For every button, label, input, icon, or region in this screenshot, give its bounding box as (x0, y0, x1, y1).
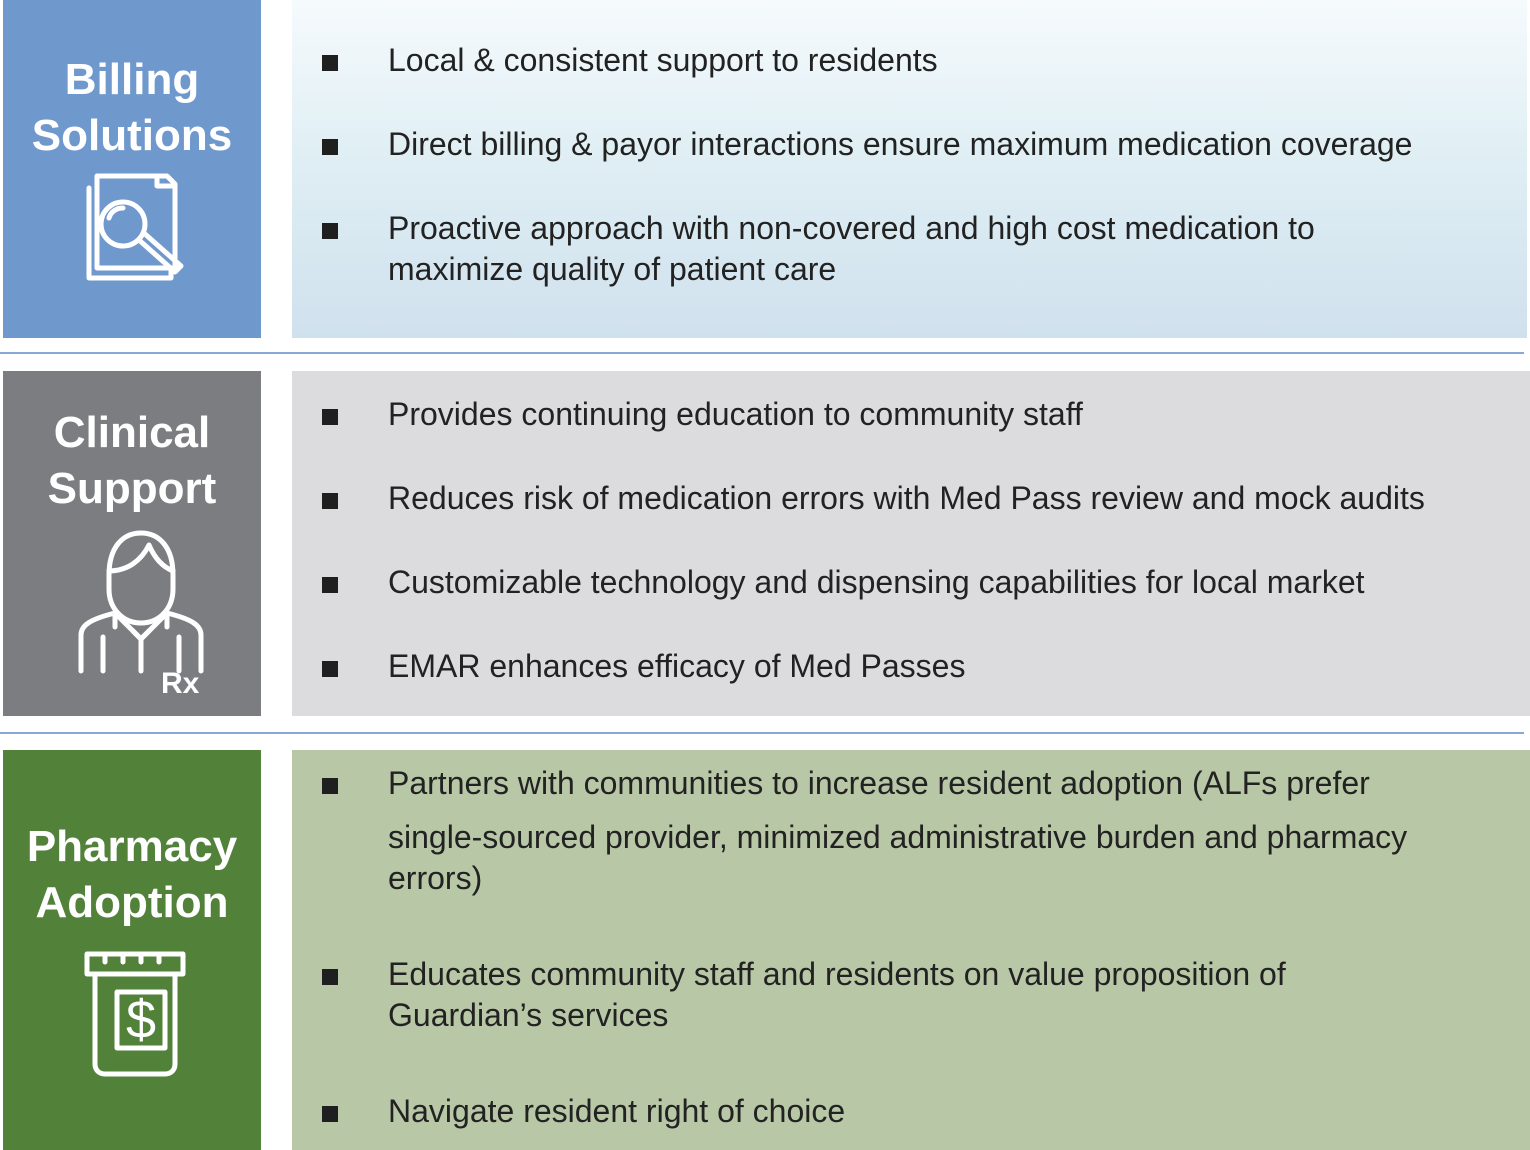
bullet-square-icon (322, 409, 338, 425)
bullet-line: Proactive approach with non-covered and high cost medication to (388, 210, 1315, 246)
bullet-square-icon (322, 661, 338, 677)
clinical-support-title (3, 405, 261, 517)
bullet-line: Partners with communities to increase resident adoption (ALFs prefer (388, 765, 1370, 801)
bullet-line: single-sourced provider, minimized administrative burden and pharmacy (388, 819, 1408, 855)
pharmacist-icon (75, 527, 205, 699)
bullet-square-icon (322, 139, 338, 155)
document-search-icon (75, 168, 191, 286)
bullet-text (388, 124, 1507, 165)
billing-solutions-title (3, 52, 261, 164)
bullet-square-icon (322, 493, 338, 509)
bullet-text (388, 646, 1510, 687)
bullet-square-icon (322, 55, 338, 71)
bullet-line: Reduces risk of medication errors with Med Pass review and mock audits (388, 480, 1425, 516)
bullet-text (388, 208, 1507, 290)
bullet-line: Provides continuing education to community staff (388, 396, 1083, 432)
section-title-line: Support (47, 464, 217, 513)
pharmacy-adoption-label-box (3, 750, 261, 1150)
section-title-line: Solutions (31, 111, 233, 160)
billing-solutions-label-box (3, 0, 261, 338)
bullet-line: Direct billing & payor interactions ensure maximum medication coverage (388, 126, 1413, 162)
billing-solutions-content (292, 0, 1527, 338)
bullet-text (388, 1091, 1510, 1132)
pharmacy-adoption-content (292, 750, 1530, 1150)
bullet-square-icon (322, 1106, 338, 1122)
section-billing-solutions (0, 0, 1530, 338)
bullet-text (388, 478, 1510, 519)
bullet-text (388, 954, 1510, 1036)
bullet-square-icon (322, 577, 338, 593)
section-clinical-support (0, 371, 1530, 716)
bullet-line: Educates community staff and residents on value proposition of (388, 956, 1286, 992)
clinical-support-content (292, 371, 1530, 716)
section-title-line: Adoption (35, 878, 229, 927)
bullet-line: Guardian’s services (388, 997, 669, 1033)
bullet-line: Navigate resident right of choice (388, 1093, 846, 1129)
bullet-text (388, 394, 1510, 435)
bullet-text (388, 40, 1507, 81)
section-title-line: Clinical (53, 408, 211, 457)
section-pharmacy-adoption (0, 750, 1530, 1150)
bullet-line: Customizable technology and dispensing capabilities for local market (388, 564, 1365, 600)
bullet-text (388, 763, 1510, 899)
section-divider (0, 352, 1524, 354)
bullet-line: errors) (388, 860, 483, 896)
bullet-line: Local & consistent support to residents (388, 42, 938, 78)
bullet-line: maximize quality of patient care (388, 251, 837, 287)
pill-bottle-dollar-icon (79, 948, 191, 1080)
dollar-symbol: $ (125, 990, 157, 1050)
section-divider (0, 732, 1524, 734)
bullet-text (388, 562, 1510, 603)
section-title-line: Pharmacy (26, 822, 238, 871)
bullet-square-icon (322, 778, 338, 794)
clinical-support-label-box (3, 371, 261, 716)
section-title-line: Billing (64, 55, 200, 104)
bullet-square-icon (322, 969, 338, 985)
bullet-line: EMAR enhances efficacy of Med Passes (388, 648, 966, 684)
rx-symbol: Rx (161, 667, 200, 699)
bullet-square-icon (322, 223, 338, 239)
pharmacy-adoption-title (3, 819, 261, 931)
